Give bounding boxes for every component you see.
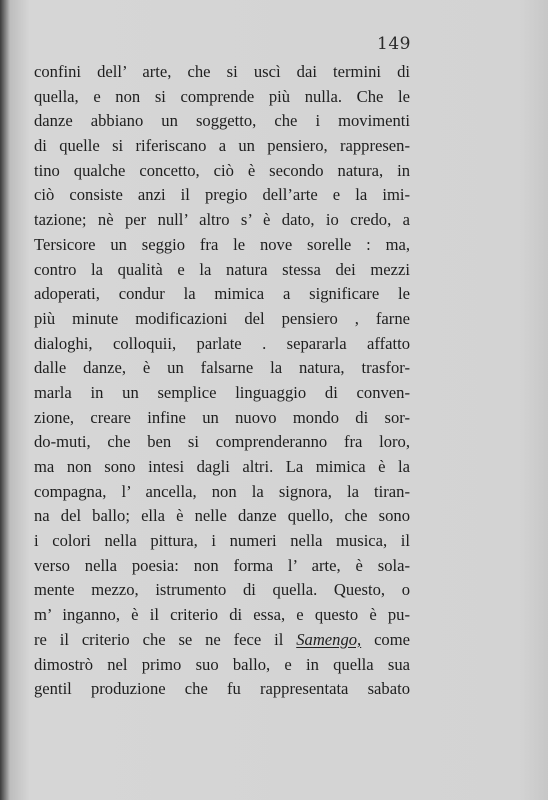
text-line: adoperati, condur la mimica a significare le [34, 284, 410, 304]
text-line-tail: come [374, 629, 410, 649]
body-text [34, 60, 410, 702]
text-line: mente mezzo, istrumento di quella. Questo, o [34, 580, 410, 600]
text-line: ciò consiste anzi il pregio dell’arte e la imi- [34, 185, 410, 205]
text-line: confini dell’ arte, che si uscì dai termini di [34, 62, 410, 81]
text-line: più minute modificazioni del pensiero , farne [34, 308, 410, 328]
text-line: verso nella poesia: non forma l’ arte, è sola- [34, 555, 410, 575]
text-line: compagna, l’ ancella, non la signora, la tiran- [34, 481, 410, 501]
page-number: 149 [377, 34, 411, 54]
text-line: zione, creare infine un nuovo mondo di sor- [34, 407, 410, 427]
text-line: Tersicore un seggio fra le nove sorelle : ma, [34, 234, 410, 254]
text-line: di quelle si riferiscano a un pensiero, rappresen- [34, 136, 410, 156]
text-line-with-name [34, 628, 410, 653]
text-line: dalle danze, è un falsarne la natura, trasfor- [34, 358, 410, 378]
name-samengo: Samengo, [296, 629, 362, 649]
text-line: do-muti, che ben si comprenderanno fra loro, [34, 432, 410, 452]
text-line-head: re il criterio che se ne fece il [34, 629, 284, 649]
text-line: quella, e non si comprende più nulla. Che le [34, 86, 410, 106]
text-line: contro la qualità e la natura stessa dei mezzi [34, 259, 410, 279]
text-line: dimostrò nel primo suo ballo, e in quella sua [34, 654, 410, 674]
text-line: dialoghi, colloquii, parlate . separarla affatto [34, 333, 410, 353]
text-line: m’ inganno, è il criterio di essa, e questo è pu- [34, 605, 410, 625]
text-line: i colori nella pittura, i numeri nella musica, il [34, 531, 410, 551]
text-line: na del ballo; ella è nelle danze quello, che sono [34, 506, 410, 526]
text-line: gentil produzione che fu rappresentata sabato [34, 679, 410, 699]
text-line: marla in un semplice linguaggio di conven- [34, 382, 410, 402]
text-line: danze abbiano un soggetto, che i movimenti [34, 111, 410, 131]
text-line: ma non sono intesi dagli altri. La mimica è la [34, 457, 410, 476]
text-line: tazione; nè per null’ altro s’ è dato, io credo, a [34, 210, 410, 230]
text-line: tino qualche concetto, ciò è secondo natura, in [34, 160, 410, 180]
